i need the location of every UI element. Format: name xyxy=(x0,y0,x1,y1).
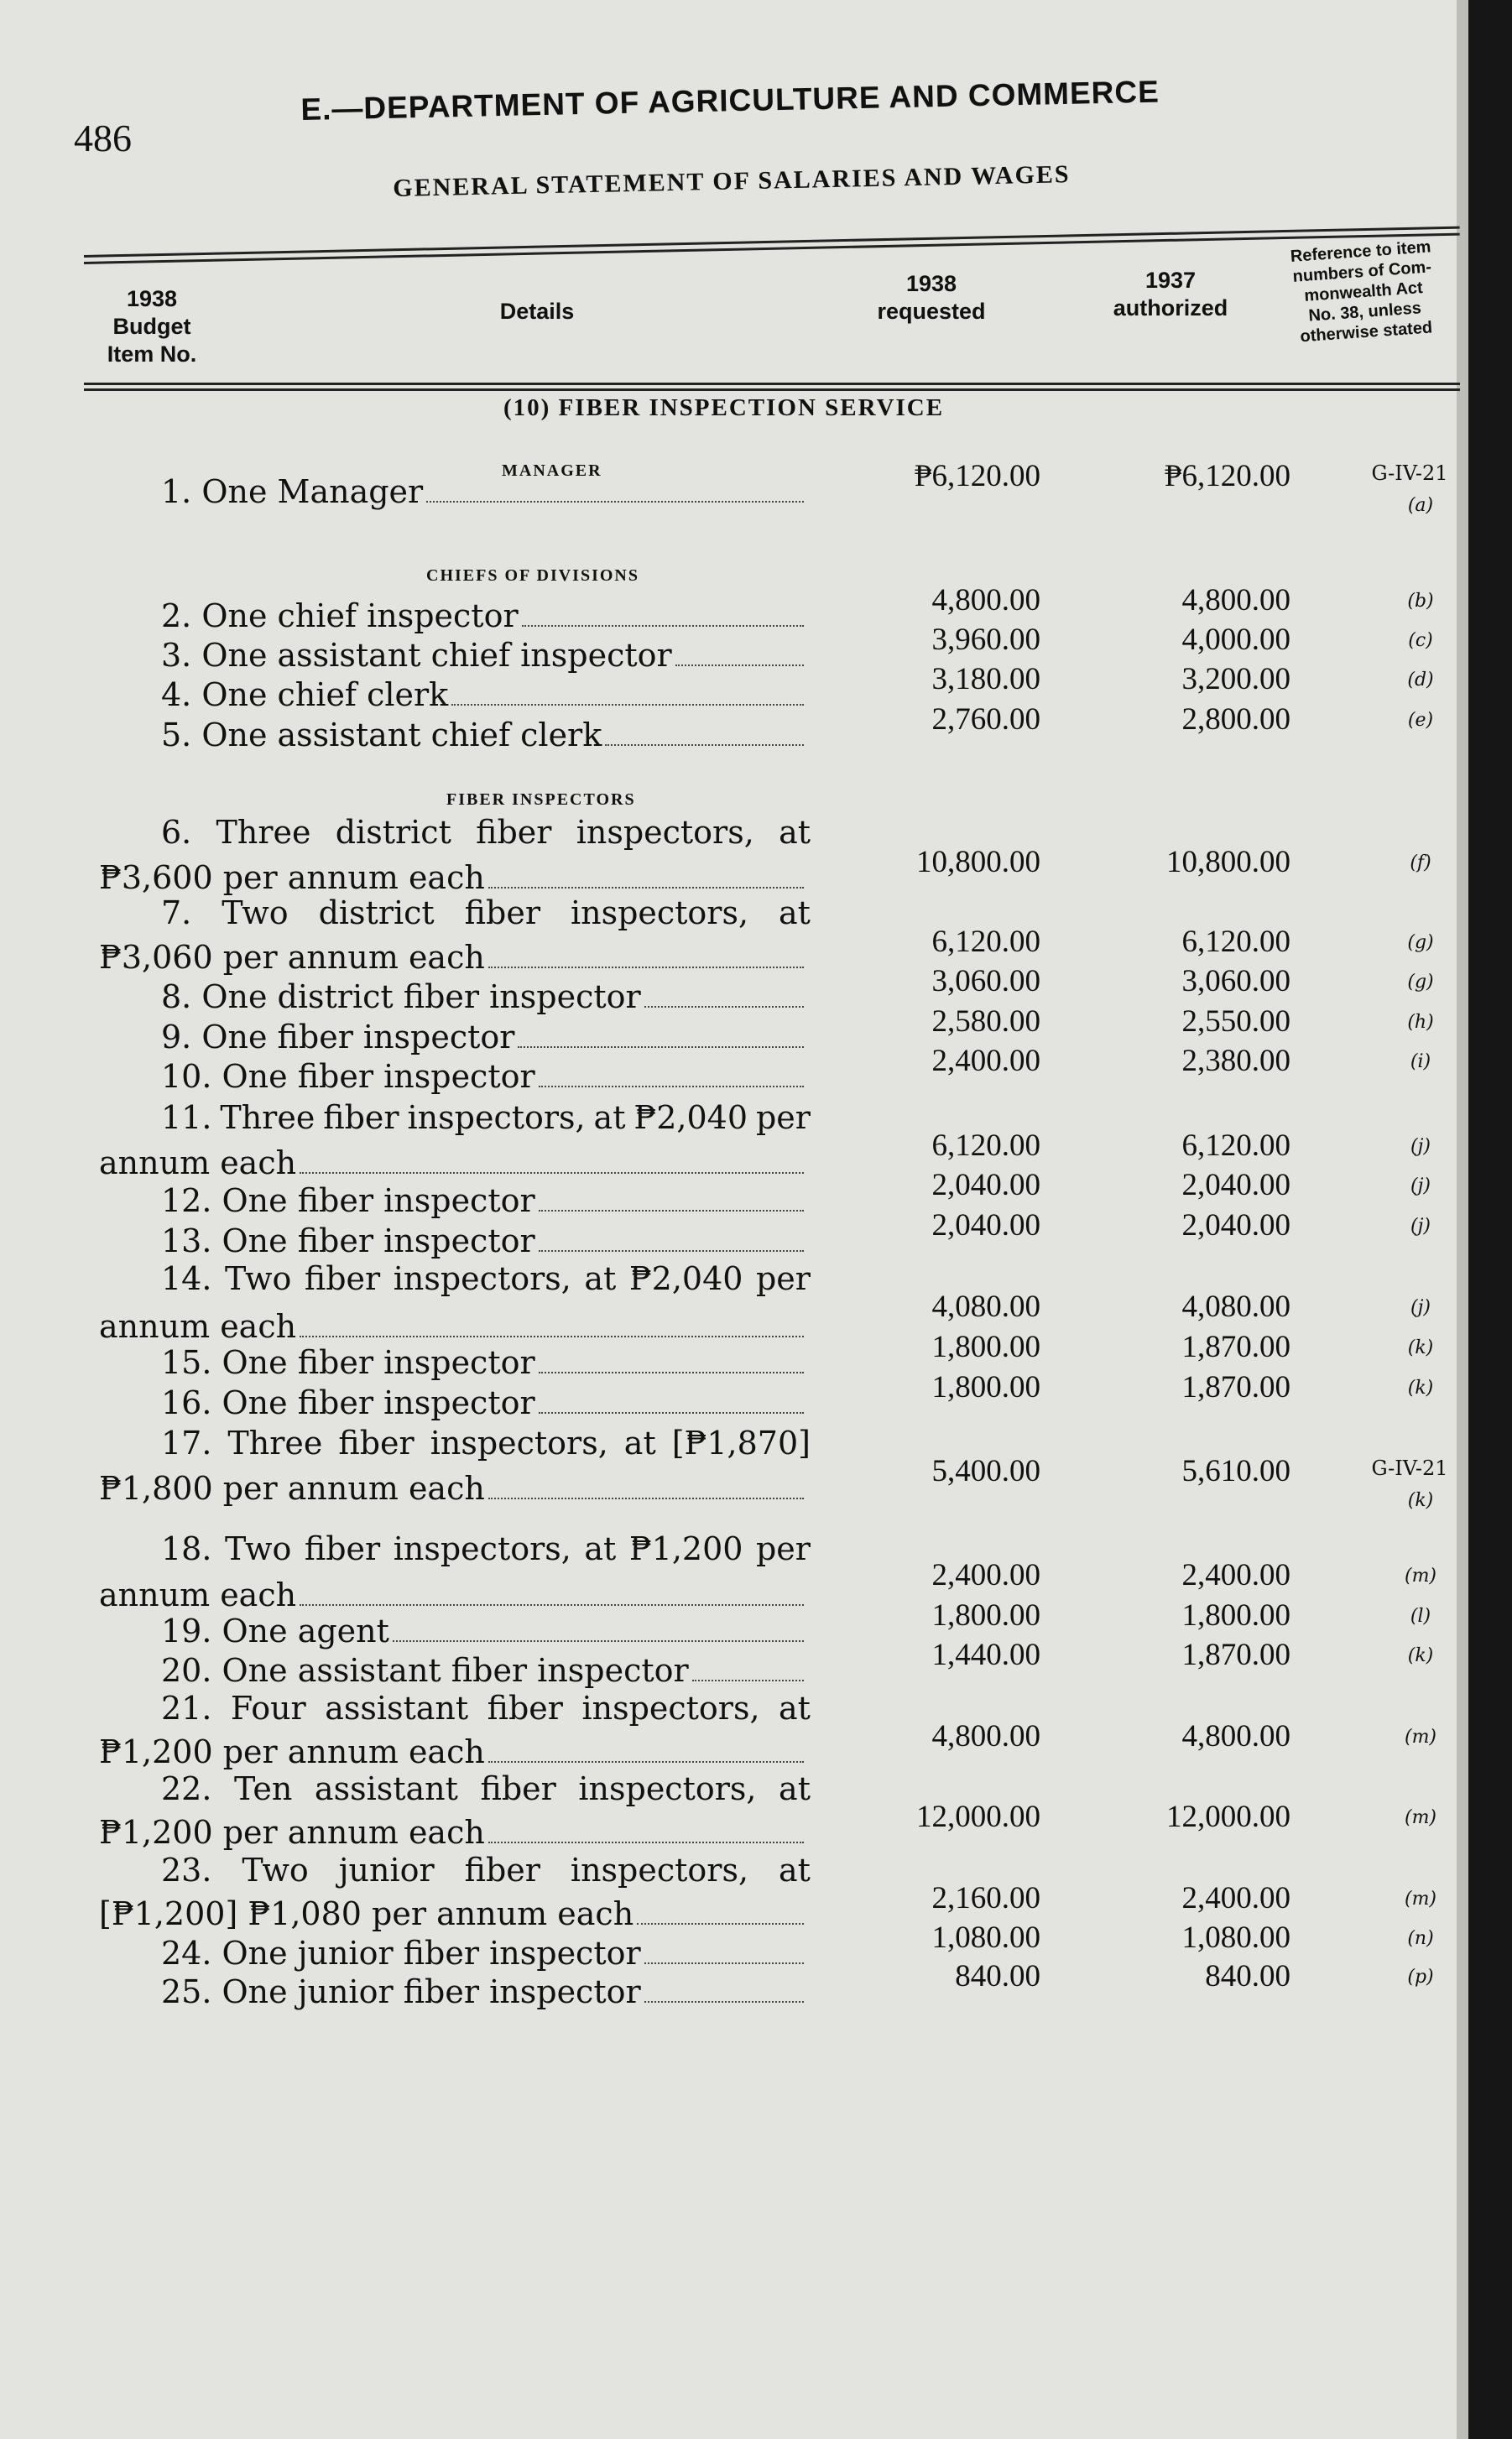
row-reference-letter: (m) xyxy=(1404,1566,1437,1587)
row-reference-code: G-IV-21 xyxy=(1371,1457,1448,1480)
row-detail-word: ₱1,200 xyxy=(628,1530,743,1567)
row-detail-word: Ten xyxy=(234,1770,293,1807)
subhead: GENERAL STATEMENT OF SALARIES AND WAGES xyxy=(393,160,1071,202)
row-detail-line2-text: ₱3,060 per annum each xyxy=(99,939,485,976)
row-detail-line1 xyxy=(161,814,811,851)
row-authorized-amount: 1,800.00 xyxy=(1181,1598,1290,1633)
row-reference-letter: (m) xyxy=(1404,1889,1437,1910)
header-details: Details xyxy=(499,299,575,324)
row-detail-word: inspectors, xyxy=(407,1099,586,1136)
leader-dots xyxy=(539,1210,804,1212)
row-requested-amount: 3,180.00 xyxy=(931,662,1040,696)
row-detail-word: 22. xyxy=(161,1770,212,1807)
top-rule-2 xyxy=(84,233,1460,264)
row-detail-line1: 9. One fiber inspector xyxy=(161,1019,811,1055)
row-detail-line2 xyxy=(99,859,811,896)
row-detail-word: ₱2,040 xyxy=(633,1099,748,1136)
group-heading-manager: MANAGER xyxy=(502,461,602,480)
row-detail-line2-text: annum each xyxy=(99,1576,297,1613)
row-authorized-amount: 1,080.00 xyxy=(1181,1920,1290,1955)
row-detail-line1 xyxy=(161,1260,811,1297)
header-reference xyxy=(1272,236,1455,348)
row-reference-letter: (d) xyxy=(1407,670,1434,691)
row-reference-letter: (m) xyxy=(1404,1807,1437,1828)
leader-dots xyxy=(488,967,804,968)
row-detail-word: per xyxy=(755,1260,811,1297)
row-detail-line2 xyxy=(99,939,811,976)
row-reference-letter: (k) xyxy=(1407,1490,1434,1511)
row-detail-word: at xyxy=(779,1852,811,1889)
header-reference-line: No. 38, unless xyxy=(1307,299,1422,326)
row-detail-word: Three xyxy=(216,814,311,851)
row-detail-word: fiber xyxy=(304,1260,381,1297)
leader-dots xyxy=(488,887,804,889)
row-requested-amount: 4,800.00 xyxy=(931,583,1040,618)
running-head: E.—DEPARTMENT OF AGRICULTURE AND COMMERCE xyxy=(300,74,1160,127)
row-detail-line2 xyxy=(99,1895,811,1932)
row-detail-word: district xyxy=(318,894,435,931)
section-title: (10) FIBER INSPECTION SERVICE xyxy=(503,394,945,421)
row-requested-amount: 2,760.00 xyxy=(931,702,1040,737)
row-detail-word: Four xyxy=(230,1690,306,1727)
row-detail-word: [₱1,870] xyxy=(671,1425,811,1462)
row-requested-amount: 2,160.00 xyxy=(931,1881,1040,1915)
row-reference-letter: (g) xyxy=(1407,972,1434,993)
leader-dots xyxy=(644,2001,804,2003)
row-detail-word: inspectors, xyxy=(570,894,749,931)
header-authorized-line: authorized xyxy=(1113,295,1228,321)
row-detail-word: junior xyxy=(338,1852,435,1889)
row-requested-amount: 1,080.00 xyxy=(931,1920,1040,1955)
leader-dots xyxy=(605,744,804,746)
leader-dots xyxy=(451,704,804,706)
header-requested-line: 1938 xyxy=(905,271,957,296)
row-requested-amount: 3,960.00 xyxy=(931,623,1040,657)
row-reference-letter: (a) xyxy=(1407,495,1434,516)
leader-dots xyxy=(539,1086,804,1087)
row-requested-amount: 3,060.00 xyxy=(931,964,1040,998)
row-detail-line2-text: annum each xyxy=(99,1144,297,1181)
row-detail-word: fiber xyxy=(304,1530,381,1567)
leader-dots xyxy=(393,1640,804,1642)
row-reference-letter: (j) xyxy=(1410,1297,1431,1318)
row-detail-line1: 12. One fiber inspector xyxy=(161,1182,811,1219)
row-requested-amount: 4,080.00 xyxy=(931,1290,1040,1324)
row-requested-amount: 5,400.00 xyxy=(931,1454,1040,1488)
row-detail-line1: 4. One chief clerk xyxy=(161,676,811,713)
row-detail-word: at xyxy=(779,1770,811,1807)
row-detail-line1 xyxy=(161,1690,811,1727)
header-bottom-rule-2 xyxy=(84,388,1460,391)
row-detail-word: at xyxy=(584,1530,617,1567)
row-detail-word: at xyxy=(593,1099,626,1136)
row-detail-line1 xyxy=(161,1530,811,1567)
row-authorized-amount: 1,870.00 xyxy=(1181,1638,1290,1672)
row-detail-line1: 2. One chief inspector xyxy=(161,597,811,634)
row-authorized-amount: 840.00 xyxy=(1205,1959,1290,1993)
leader-dots xyxy=(518,1046,804,1048)
row-authorized-amount: 4,000.00 xyxy=(1181,623,1290,657)
row-requested-amount: 2,400.00 xyxy=(931,1558,1040,1592)
header-reference-line: numbers of Com- xyxy=(1291,258,1432,286)
row-detail-word: 21. xyxy=(161,1690,212,1727)
row-authorized-amount: 2,400.00 xyxy=(1181,1881,1290,1915)
row-detail-line2 xyxy=(99,1814,811,1851)
row-requested-amount: 1,800.00 xyxy=(931,1370,1040,1405)
row-detail-line1: 8. One district fiber inspector xyxy=(161,978,811,1015)
book-spine xyxy=(1468,0,1512,2439)
row-reference-letter: (g) xyxy=(1407,932,1434,953)
row-detail-word: inspectors, xyxy=(576,814,754,851)
header-item-no-line: 1938 xyxy=(126,286,178,311)
row-detail-line1: 5. One assistant chief clerk xyxy=(161,717,811,753)
row-authorized-amount: 4,800.00 xyxy=(1181,583,1290,618)
row-reference-letter: (p) xyxy=(1407,1967,1434,1988)
row-requested-amount: 6,120.00 xyxy=(931,925,1040,959)
header-item-no-line: Item No. xyxy=(107,341,197,367)
row-authorized-amount: 5,610.00 xyxy=(1181,1454,1290,1488)
row-requested-amount: 840.00 xyxy=(955,1959,1040,1993)
row-detail-word: per xyxy=(755,1099,811,1136)
leader-dots xyxy=(300,1172,804,1174)
row-detail-word: at xyxy=(623,1425,656,1462)
row-reference-letter: (m) xyxy=(1404,1727,1437,1748)
row-requested-amount: 2,040.00 xyxy=(931,1208,1040,1243)
row-reference-letter: (k) xyxy=(1407,1645,1434,1666)
row-detail-word: assistant xyxy=(325,1690,469,1727)
row-detail-line2 xyxy=(99,1470,811,1507)
row-detail-line1: 15. One fiber inspector xyxy=(161,1344,811,1381)
row-detail-line1: 1. One Manager xyxy=(161,473,811,510)
row-detail-line1: 25. One junior fiber inspector xyxy=(161,1973,811,2010)
header-reference-line: monwealth Act xyxy=(1303,279,1424,305)
row-requested-amount: 2,580.00 xyxy=(931,1004,1040,1039)
row-detail-line1 xyxy=(161,1099,811,1136)
row-reference-letter: (n) xyxy=(1407,1928,1434,1949)
row-detail-line2 xyxy=(99,1733,811,1770)
row-reference-letter: (h) xyxy=(1407,1012,1434,1033)
row-detail-word: inspectors, xyxy=(570,1852,749,1889)
row-detail-word: inspectors, xyxy=(393,1260,571,1297)
row-detail-line2-text: annum each xyxy=(99,1308,297,1345)
row-detail-word: fiber xyxy=(476,814,552,851)
row-detail-line1: 20. One assistant fiber inspector xyxy=(161,1652,811,1689)
row-authorized-amount: 2,800.00 xyxy=(1181,702,1290,737)
row-detail-word: 23. xyxy=(161,1852,212,1889)
row-detail-word: Two xyxy=(242,1852,309,1889)
row-requested-amount: 1,440.00 xyxy=(931,1638,1040,1672)
row-detail-line2-text: [₱1,200] ₱1,080 per annum each xyxy=(99,1895,634,1932)
row-reference-letter: (i) xyxy=(1410,1051,1431,1072)
row-authorized-amount: 10,800.00 xyxy=(1166,845,1290,879)
row-detail-line1 xyxy=(161,1770,811,1807)
row-authorized-amount: 3,060.00 xyxy=(1181,964,1290,998)
leader-dots xyxy=(522,625,804,627)
row-reference-letter: (e) xyxy=(1407,710,1434,731)
row-authorized-amount: 2,040.00 xyxy=(1181,1208,1290,1243)
row-detail-word: 7. xyxy=(161,894,192,931)
row-authorized-amount: 4,080.00 xyxy=(1181,1290,1290,1324)
row-detail-line1 xyxy=(161,1852,811,1889)
row-authorized-amount: 6,120.00 xyxy=(1181,925,1290,959)
leader-dots xyxy=(300,1604,804,1606)
leader-dots xyxy=(488,1498,804,1499)
group-heading-chiefs: CHIEFS OF DIVISIONS xyxy=(426,566,639,585)
row-detail-word: fiber xyxy=(464,1852,540,1889)
row-detail-line1 xyxy=(161,894,811,931)
row-detail-word: fiber xyxy=(323,1099,399,1136)
leader-dots xyxy=(644,1006,804,1008)
header-requested-line: requested xyxy=(877,299,986,324)
row-detail-word: inspectors, xyxy=(581,1690,760,1727)
row-authorized-amount: ₱6,120.00 xyxy=(1164,459,1290,493)
header-requested xyxy=(847,270,1015,326)
row-reference-letter: (j) xyxy=(1410,1175,1431,1196)
row-requested-amount: 1,800.00 xyxy=(931,1598,1040,1633)
leader-dots xyxy=(426,501,804,503)
row-reference-letter: (k) xyxy=(1407,1378,1434,1399)
row-detail-line1: 3. One assistant chief inspector xyxy=(161,637,811,674)
row-detail-word: fiber xyxy=(338,1425,414,1462)
row-requested-amount: 6,120.00 xyxy=(931,1128,1040,1163)
row-detail-line1: 24. One junior fiber inspector xyxy=(161,1935,811,1972)
row-authorized-amount: 2,550.00 xyxy=(1181,1004,1290,1039)
row-detail-word: fiber xyxy=(480,1770,556,1807)
row-requested-amount: 1,800.00 xyxy=(931,1330,1040,1364)
row-authorized-amount: 1,870.00 xyxy=(1181,1370,1290,1405)
row-requested-amount: ₱6,120.00 xyxy=(914,459,1040,493)
row-authorized-amount: 2,040.00 xyxy=(1181,1168,1290,1202)
row-authorized-amount: 2,400.00 xyxy=(1181,1558,1290,1592)
row-authorized-amount: 4,800.00 xyxy=(1181,1719,1290,1754)
row-detail-line2 xyxy=(99,1576,811,1613)
header-item-no xyxy=(81,285,223,368)
row-detail-line2-text: ₱1,800 per annum each xyxy=(99,1470,485,1507)
row-requested-amount: 4,800.00 xyxy=(931,1719,1040,1754)
row-detail-word: Two xyxy=(222,894,289,931)
row-detail-word: Two xyxy=(224,1530,292,1567)
row-reference-letter: (l) xyxy=(1410,1606,1431,1627)
leader-dots xyxy=(675,664,804,666)
row-detail-line2 xyxy=(99,1144,811,1181)
header-item-no-line: Budget xyxy=(112,314,191,339)
row-detail-word: Three xyxy=(220,1099,315,1136)
row-reference-letter: (c) xyxy=(1408,630,1433,651)
row-detail-word: 6. xyxy=(161,814,192,851)
leader-dots xyxy=(300,1336,804,1337)
leader-dots xyxy=(637,1923,804,1925)
row-requested-amount: 12,000.00 xyxy=(916,1800,1040,1834)
leader-dots xyxy=(488,1761,804,1763)
row-detail-word: 18. xyxy=(161,1530,212,1567)
row-detail-line1 xyxy=(161,1425,811,1462)
row-detail-word: at xyxy=(584,1260,617,1297)
row-reference-letter: (j) xyxy=(1410,1136,1431,1157)
row-detail-word: inspectors, xyxy=(393,1530,571,1567)
row-detail-word: per xyxy=(755,1530,811,1567)
row-reference-letter: (j) xyxy=(1410,1216,1431,1237)
row-reference-letter: (k) xyxy=(1407,1337,1434,1358)
row-detail-word: 11. xyxy=(161,1099,212,1136)
row-authorized-amount: 6,120.00 xyxy=(1181,1128,1290,1163)
row-authorized-amount: 2,380.00 xyxy=(1181,1044,1290,1078)
row-reference-letter: (f) xyxy=(1410,852,1431,873)
row-detail-word: at xyxy=(779,894,811,931)
row-authorized-amount: 3,200.00 xyxy=(1181,662,1290,696)
row-detail-line2-text: ₱1,200 per annum each xyxy=(99,1733,485,1770)
row-requested-amount: 10,800.00 xyxy=(916,845,1040,879)
row-detail-word: Two xyxy=(224,1260,292,1297)
row-detail-line2-text: ₱1,200 per annum each xyxy=(99,1814,485,1851)
row-detail-line2 xyxy=(99,1308,811,1345)
header-authorized-line: 1937 xyxy=(1144,268,1197,293)
row-authorized-amount: 12,000.00 xyxy=(1166,1800,1290,1834)
row-detail-word: 14. xyxy=(161,1260,212,1297)
row-reference-code: G-IV-21 xyxy=(1371,461,1448,485)
leader-dots xyxy=(539,1372,804,1373)
top-rule-1 xyxy=(84,227,1460,258)
row-detail-word: at xyxy=(779,814,811,851)
row-detail-line1: 10. One fiber inspector xyxy=(161,1058,811,1095)
row-reference-letter: (b) xyxy=(1407,591,1434,612)
leader-dots xyxy=(644,1962,804,1964)
header-reference-line: Reference to item xyxy=(1290,237,1432,266)
header-authorized xyxy=(1082,267,1259,322)
row-detail-word: assistant xyxy=(314,1770,458,1807)
row-detail-word: ₱2,040 xyxy=(628,1260,743,1297)
leader-dots xyxy=(692,1680,804,1681)
row-detail-word: inspectors, xyxy=(430,1425,608,1462)
header-reference-line: otherwise stated xyxy=(1299,318,1433,347)
row-detail-line1: 19. One agent xyxy=(161,1613,811,1649)
row-detail-line1: 16. One fiber inspector xyxy=(161,1384,811,1421)
row-detail-word: district xyxy=(335,814,451,851)
row-authorized-amount: 1,870.00 xyxy=(1181,1330,1290,1364)
leader-dots xyxy=(539,1412,804,1414)
group-heading-inspectors: FIBER INSPECTORS xyxy=(446,790,636,809)
row-detail-line2-text: ₱3,600 per annum each xyxy=(99,859,485,896)
page-edge xyxy=(1457,0,1468,2439)
leader-dots xyxy=(539,1250,804,1252)
row-detail-word: 17. xyxy=(161,1425,212,1462)
row-requested-amount: 2,040.00 xyxy=(931,1168,1040,1202)
row-detail-line1: 13. One fiber inspector xyxy=(161,1222,811,1259)
page-number: 486 xyxy=(74,117,132,159)
row-requested-amount: 2,400.00 xyxy=(931,1044,1040,1078)
row-detail-word: fiber xyxy=(464,894,540,931)
row-detail-word: inspectors, xyxy=(578,1770,757,1807)
leader-dots xyxy=(488,1842,804,1843)
row-detail-word: Three xyxy=(227,1425,323,1462)
row-detail-word: fiber xyxy=(487,1690,563,1727)
header-bottom-rule-1 xyxy=(84,383,1460,385)
row-detail-word: at xyxy=(779,1690,811,1727)
